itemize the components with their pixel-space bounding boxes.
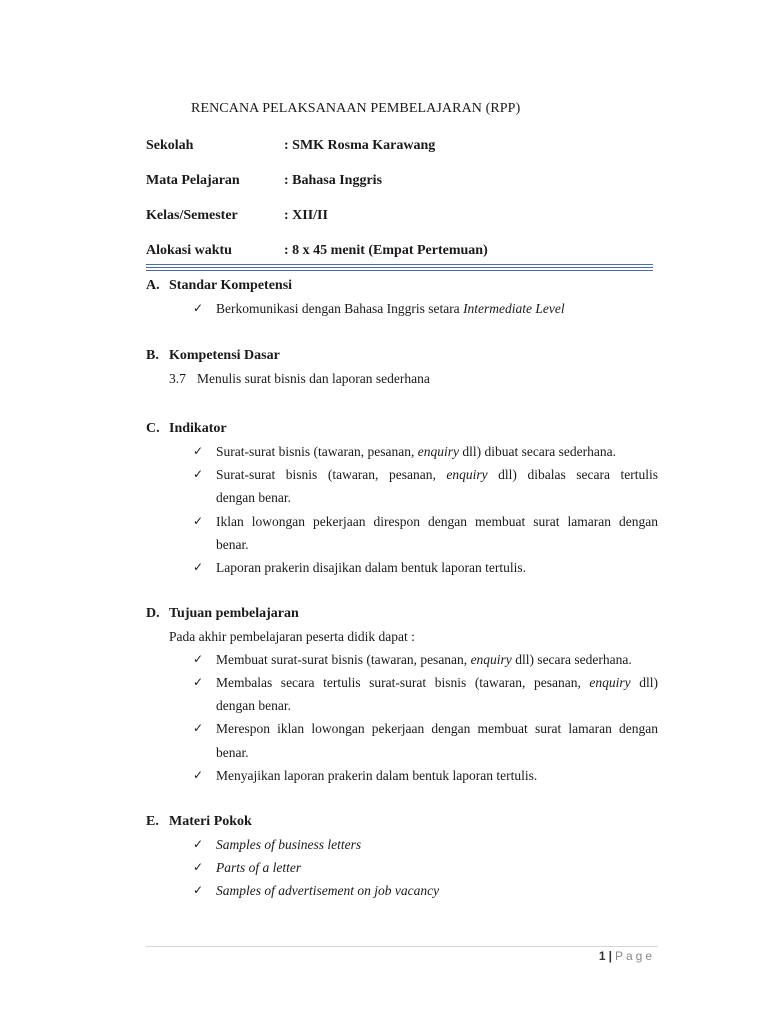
section-b-title: Kompetensi Dasar: [169, 348, 280, 363]
page-word: Page: [614, 949, 655, 963]
section-e-letter: E.: [146, 814, 159, 829]
section-b-heading: [146, 348, 280, 364]
section-d-heading: [146, 606, 299, 622]
text-run: dll) dibalas secara tertulis: [487, 467, 658, 482]
section-a-item-italic: Intermediate Level: [463, 301, 565, 316]
text-run: Membalas secara tertulis surat-surat bisnis (tawaran, pesanan,: [216, 675, 590, 690]
kelas-value: : XII/II: [284, 208, 328, 223]
section-c-title: Indikator: [169, 421, 227, 436]
section-a-item-text: Berkomunikasi dengan Bahasa Inggris setara: [216, 301, 464, 316]
section-a-letter: A.: [146, 278, 160, 293]
section-e-item-3: Samples of advertisement on job vacancy: [216, 883, 440, 898]
header-rule-mid: [146, 267, 653, 268]
section-c-item-2-cont: dengan benar.: [216, 490, 291, 505]
section-b-text: Menulis surat bisnis dan laporan sederhana: [197, 371, 430, 386]
section-d-intro: Pada akhir pembelajaran peserta didik dapat :: [169, 629, 415, 644]
italic-run: enquiry: [417, 444, 459, 459]
kelas-label: Kelas/Semester: [146, 208, 238, 223]
italic-run: enquiry: [470, 652, 512, 667]
italic-run: enquiry: [589, 675, 631, 690]
header-rule-top: [146, 264, 653, 265]
section-b-number: 3.7: [169, 371, 186, 386]
section-b-letter: B.: [146, 348, 159, 363]
check-icon: ✓: [193, 444, 204, 458]
check-icon: ✓: [193, 721, 204, 735]
text-run: dll): [630, 675, 658, 690]
section-c-letter: C.: [146, 421, 160, 436]
section-c-heading: [146, 421, 227, 437]
section-d-item-3-cont: benar.: [216, 745, 249, 760]
text-run: dll) dibuat secara sederhana.: [458, 444, 617, 459]
section-d-item-1: [216, 652, 632, 668]
text-run: Surat-surat bisnis (tawaran, pesanan,: [216, 444, 418, 459]
check-icon: ✓: [193, 467, 204, 481]
check-icon: ✓: [193, 675, 204, 689]
section-c-item-3-cont: benar.: [216, 537, 249, 552]
section-c-item-1: [216, 444, 616, 460]
section-e-title: Materi Pokok: [169, 814, 252, 829]
section-d-title: Tujuan pembelajaran: [169, 606, 299, 621]
section-c-item-2: [216, 467, 658, 483]
alokasi-value: : 8 x 45 menit (Empat Pertemuan): [284, 243, 488, 258]
section-e-heading: [146, 814, 252, 830]
section-d-item-2-cont: dengan benar.: [216, 698, 291, 713]
section-c-item-4: Laporan prakerin disajikan dalam bentuk laporan tertulis.: [216, 560, 527, 575]
page-number: 1: [598, 949, 606, 963]
section-d-item-4: Menyajikan laporan prakerin dalam bentuk laporan tertulis.: [216, 768, 538, 783]
page-separator: |: [608, 949, 612, 963]
sekolah-label: Sekolah: [146, 138, 194, 153]
check-icon: ✓: [193, 837, 204, 851]
footer-rule: [146, 946, 658, 947]
mapel-value: : Bahasa Inggris: [284, 173, 383, 188]
section-d-item-3: Merespon iklan lowongan pekerjaan dengan membuat surat lamaran dengan: [216, 721, 658, 736]
mapel-label: Mata Pelajaran: [146, 173, 240, 188]
alokasi-label: Alokasi waktu: [146, 243, 232, 258]
italic-run: enquiry: [446, 467, 488, 482]
page-footer: [599, 949, 655, 963]
text-run: Surat-surat bisnis (tawaran, pesanan,: [216, 467, 447, 482]
section-a-item: [216, 301, 565, 317]
text-run: dll) secara sederhana.: [511, 652, 632, 667]
check-icon: ✓: [193, 883, 204, 897]
document-title: RENCANA PELAKSANAAN PEMBELAJARAN (RPP): [191, 101, 521, 116]
section-e-item-1: Samples of business letters: [216, 837, 362, 852]
check-icon: ✓: [193, 560, 204, 574]
header-rule-bottom: [146, 270, 653, 271]
section-a-title: Standar Kompetensi: [169, 278, 293, 293]
section-d-item-2: [216, 675, 658, 691]
sekolah-value: : SMK Rosma Karawang: [284, 138, 436, 153]
check-icon: ✓: [193, 301, 204, 315]
section-d-letter: D.: [146, 606, 160, 621]
check-icon: ✓: [193, 652, 204, 666]
check-icon: ✓: [193, 768, 204, 782]
text-run: Membuat surat-surat bisnis (tawaran, pesanan,: [216, 652, 471, 667]
section-e-item-2: Parts of a letter: [216, 860, 302, 875]
check-icon: ✓: [193, 860, 204, 874]
section-c-item-3: Iklan lowongan pekerjaan direspon dengan membuat surat lamaran dengan: [216, 514, 658, 529]
check-icon: ✓: [193, 514, 204, 528]
section-a-heading: [146, 278, 292, 294]
